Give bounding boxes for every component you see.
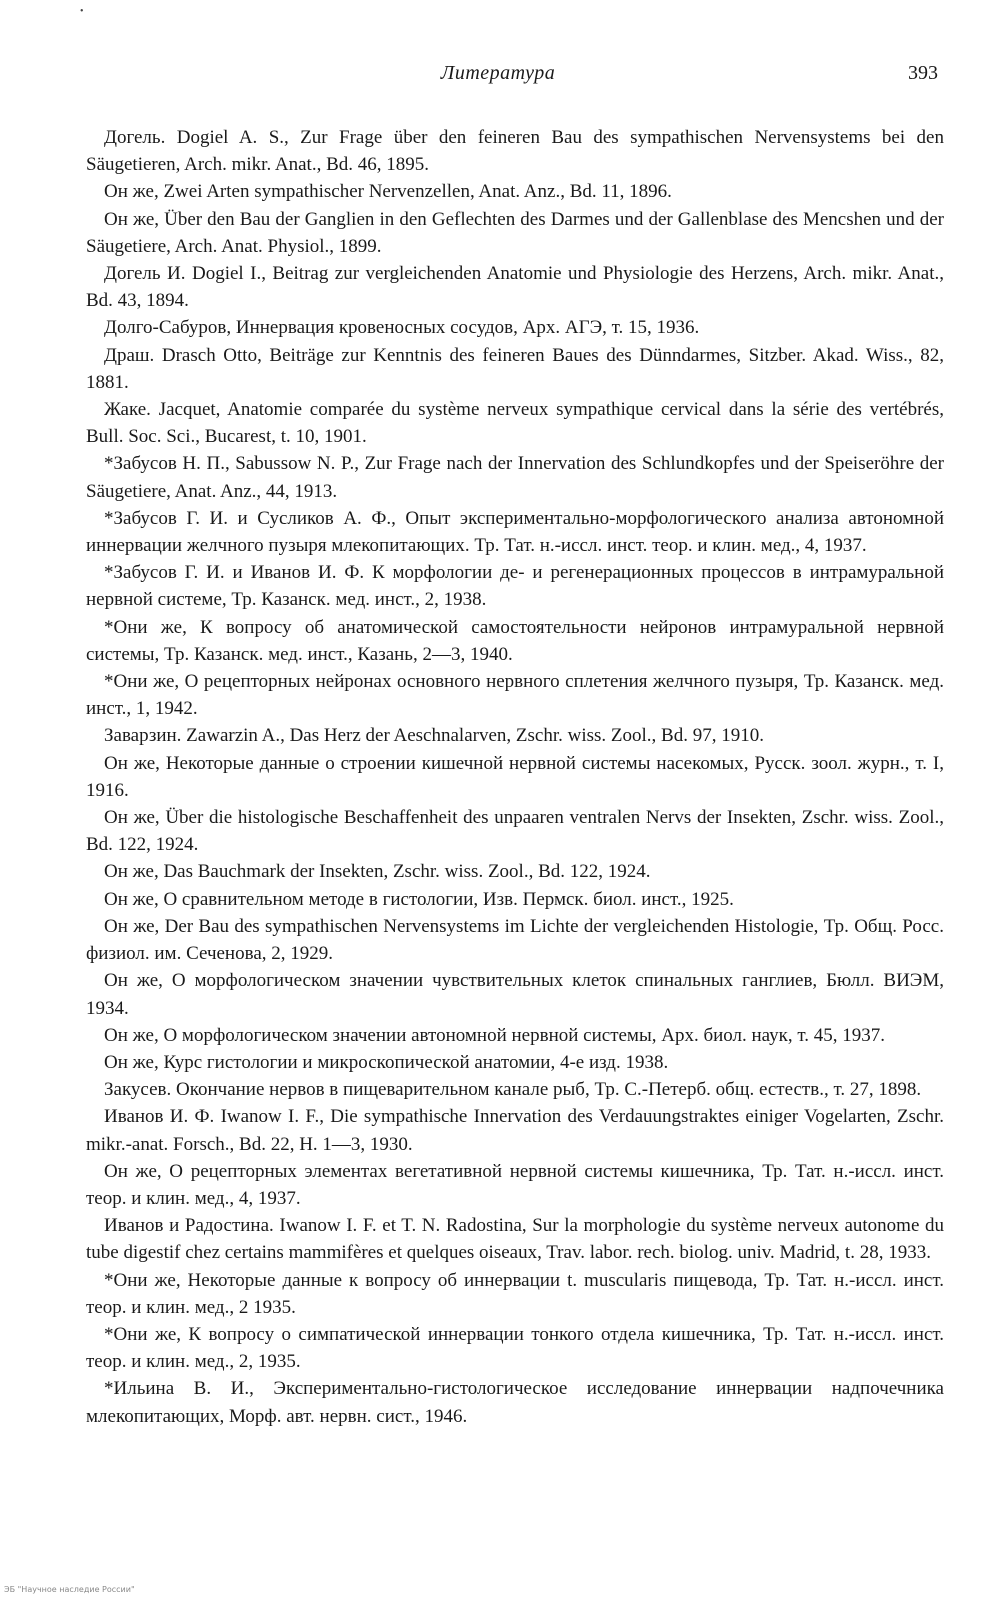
reference-entry: Драш. Drasch Otto, Beiträge zur Kenntnis des feineren Baues des Dünndarmes, Sitzber. Akad. Wiss., 82, 1881.	[86, 344, 944, 393]
reference-entry: *Они же, К вопросу о симпатической иннервации тонкого отдела кишечника, Тр. Тат. н.-иссл. инст. теор. и клин. мед., 2, 1935.	[86, 1323, 944, 1373]
reference-entry: Догель И. Dogiel I., Beitrag zur vergleichenden Anatomie und Physiologie des Herzens, Arch. mikr. Anat., Bd. 43, 1894.	[86, 263, 944, 312]
corner-dot: •	[80, 6, 84, 17]
reference-entry: Жаке. Jacquet, Anatomie comparée du système nerveux sympathique cervical dans la série des vertébrés, Bull. Soc. Sci., Bucarest, t. 10, 1901.	[86, 399, 944, 448]
reference-entry: Иванов И. Ф. Iwanow I. F., Die sympathische Innervation des Verdauungstraktes einiger Vogelarten, Zschr. mikr.-anat. Forsch., Bd. 22, H. 1—3, 1930.	[86, 1106, 944, 1155]
reference-entry: *Они же, Некоторые данные к вопросу об иннервации t. muscularis пищевода, Тр. Тат. н.-иссл. инст. теор. и клин. мед., 2 1935.	[86, 1269, 944, 1318]
reference-entry: Он же, Курс гистологии и микроскопической анатомии, 4-е изд. 1938.	[104, 1051, 669, 1073]
reference-entry: *Ильина В. И., Экспериментально-гистологическое исследование иннервации надпочечника млекопитающих, Морф. авт. нервн. сист., 1946.	[86, 1378, 944, 1427]
reference-entry: *Забусов Г. И. и Сусликов А. Ф., Опыт экспериментально-морфологического анализа автономной иннервации желчного пузыря млекопитающих. Тр. Тат. н.-иссл. инст. теор. и клин. мед., 4, 1937.	[86, 507, 944, 557]
reference-entry: *Забусов Н. П., Sabussow N. P., Zur Frage nach der Innervation des Schlundkopfes und der Speiseröhre der Säugetiere, Anat. Anz., 44, 1913.	[86, 453, 944, 502]
reference-entry: Иванов и Радостина. Iwanow I. F. et T. N. Radostina, Sur la morphologie du système nerveux autonome du tube digestif chez certains mammifères et quelques oiseaux, Trav. labor. rech. biolog. univ. Madrid, t. 28, 1933.	[86, 1215, 944, 1264]
page-number: 393	[908, 62, 938, 84]
reference-entry: Заварзин. Zawarzin A., Das Herz der Aeschnalarven, Zschr. wiss. Zool., Bd. 97, 1910.	[104, 725, 764, 747]
reference-entry: Он же, О морфологическом значении чувствительных клеток спинальных ганглиев, Бюлл. ВИЭМ, 1934.	[86, 970, 944, 1019]
reference-entry: Он же, Некоторые данные о строении кишечной нервной системы насекомых, Русск. зоол. журн., т. I, 1916.	[86, 752, 944, 801]
reference-entry: *Забусов Г. И. и Иванов И. Ф. К морфологии де- и регенерационных процессов в интрамуральной нервной системе, Тр. Казанск. мед. инст., 2, 1938.	[86, 562, 944, 611]
reference-entry: Он же, О сравнительном методе в гистологии, Изв. Пермск. биол. инст., 1925.	[104, 888, 734, 910]
reference-entry: Он же, Der Bau des sympathischen Nervensystems im Lichte der vergleichenden Histologie, Тр. Общ. Росс. физиол. им. Сеченова, 2, 1929.	[86, 915, 944, 965]
reference-entry: Он же, О морфологическом значении автономной нервной системы, Арх. биол. наук, т. 45, 1937.	[104, 1024, 886, 1046]
reference-entry: *Они же, К вопросу об анатомической самостоятельности нейронов интрамуральной нервной системы, Тр. Казанск. мед. инст., Казань, 2—3, 1940.	[86, 616, 944, 665]
reference-entry: Он же, Das Bauchmark der Insekten, Zschr. wiss. Zool., Bd. 122, 1924.	[104, 861, 651, 883]
footer-watermark: ЭБ "Научное наследие России"	[4, 1585, 135, 1594]
reference-entry: Закусев. Окончание нервов в пищеварительном канале рыб, Тр. С.-Петерб. общ. естеств., т. 27, 1898.	[104, 1079, 922, 1101]
reference-entry: *Они же, О рецепторных нейронах основного нервного сплетения желчного пузыря, Тр. Казанск. мед. инст., 1, 1942.	[86, 671, 944, 720]
reference-entry: Догель. Dogiel A. S., Zur Frage über den feineren Bau des sympathischen Nervensystems bei den Säugetieren, Arch. mikr. Anat., Bd. 46, 1895.	[86, 127, 944, 176]
reference-entry: Он же, Über den Bau der Ganglien in den Geflechten des Darmes und der Gallenblase des Mencshen und der Säugetiere, Arch. Anat. Physiol., 1899.	[86, 208, 944, 257]
page-header	[0, 62, 996, 92]
reference-entry: Он же, Zwei Arten sympathischer Nervenzellen, Anat. Anz., Bd. 11, 1896.	[104, 181, 672, 203]
reference-list	[86, 124, 944, 1430]
reference-entry: Он же, Über die histologische Beschaffenheit des unpaaren ventralen Nervs der Insekten, Zschr. wiss. Zool., Bd. 122, 1924.	[86, 807, 944, 856]
reference-entry: Долго-Сабуров, Иннервация кровеносных сосудов, Арх. АГЭ, т. 15, 1936.	[104, 317, 700, 339]
reference-entry: Он же, О рецепторных элементах вегетативной нервной системы кишечника, Тр. Тат. н.-иссл. инст. теор. и клин. мед., 4, 1937.	[86, 1160, 944, 1209]
running-title: Литература	[440, 62, 556, 84]
